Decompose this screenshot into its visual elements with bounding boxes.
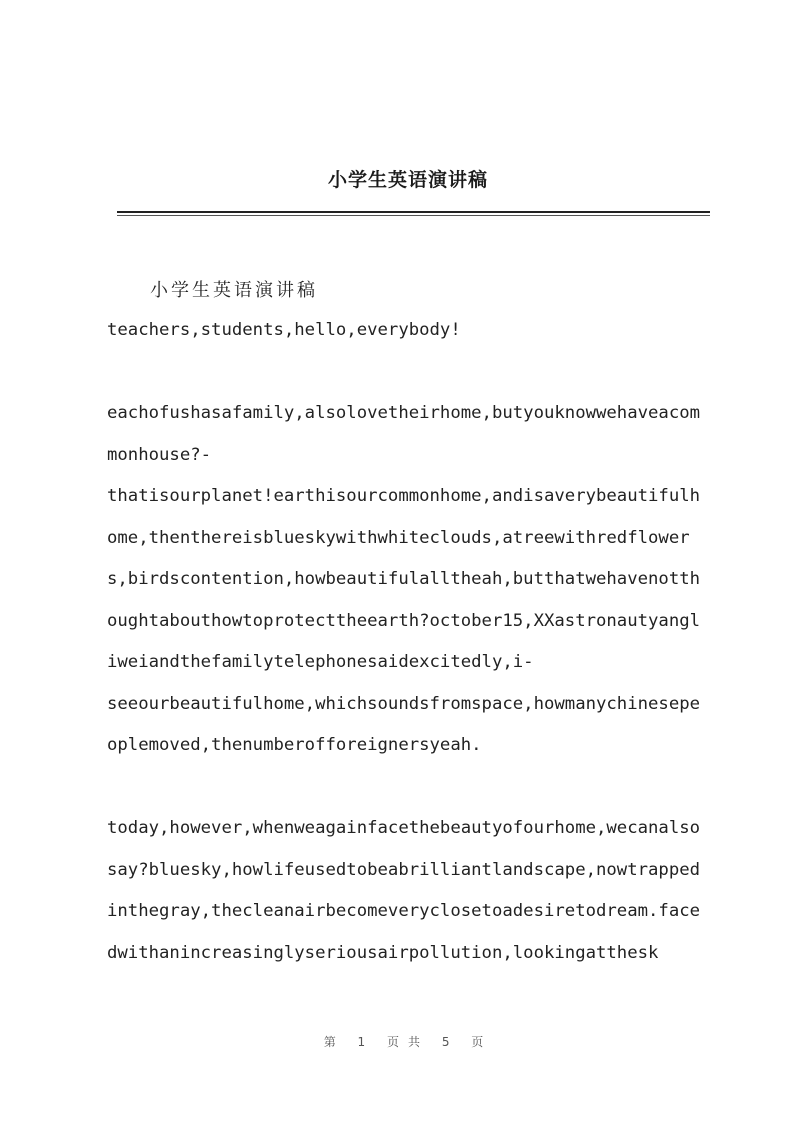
title-rule bbox=[117, 211, 710, 213]
paragraph-2: today,however,whenweagainfacethebeautyofourhome,wecanalsosay?bluesky,howlifeusedtobeabrilliantlandscape,nowtrappedinthegray,thecleanairbecomeveryclosetoadesiretodream.facedwithanincreasinglyseriousairpollution,lookingatthesk bbox=[107, 818, 701, 963]
title-rule-thin bbox=[117, 215, 710, 216]
document-title: 小学生英语演讲稿 bbox=[327, 169, 488, 191]
greeting-line: teachers,students,hello,everybody! bbox=[107, 320, 461, 340]
page-footer: 第 1 页共 5 页 bbox=[323, 1035, 493, 1049]
paragraph-1: eachofushasafamily,alsolovetheirhome,butyouknowwehaveacommonhouse?- thatisourplanet!earthisourcommonhome,andisaverybeautifulhome,thenthereisblueskywithwhiteclouds,atreewithredflowers,birdscontention,howbeautifulalltheah,butthatwehavenotthoughtabouthowtoprotecttheearth?october15,XXastronautyangliweiandthefamilytelephonesaidexcitedly,i- seeourbeautifulhome,whichsoundsfromspace,howmanychinesepeoplemoved,thenumberofforeignersyeah. bbox=[107, 403, 701, 755]
body-heading: 小学生英语演讲稿 bbox=[150, 280, 318, 301]
